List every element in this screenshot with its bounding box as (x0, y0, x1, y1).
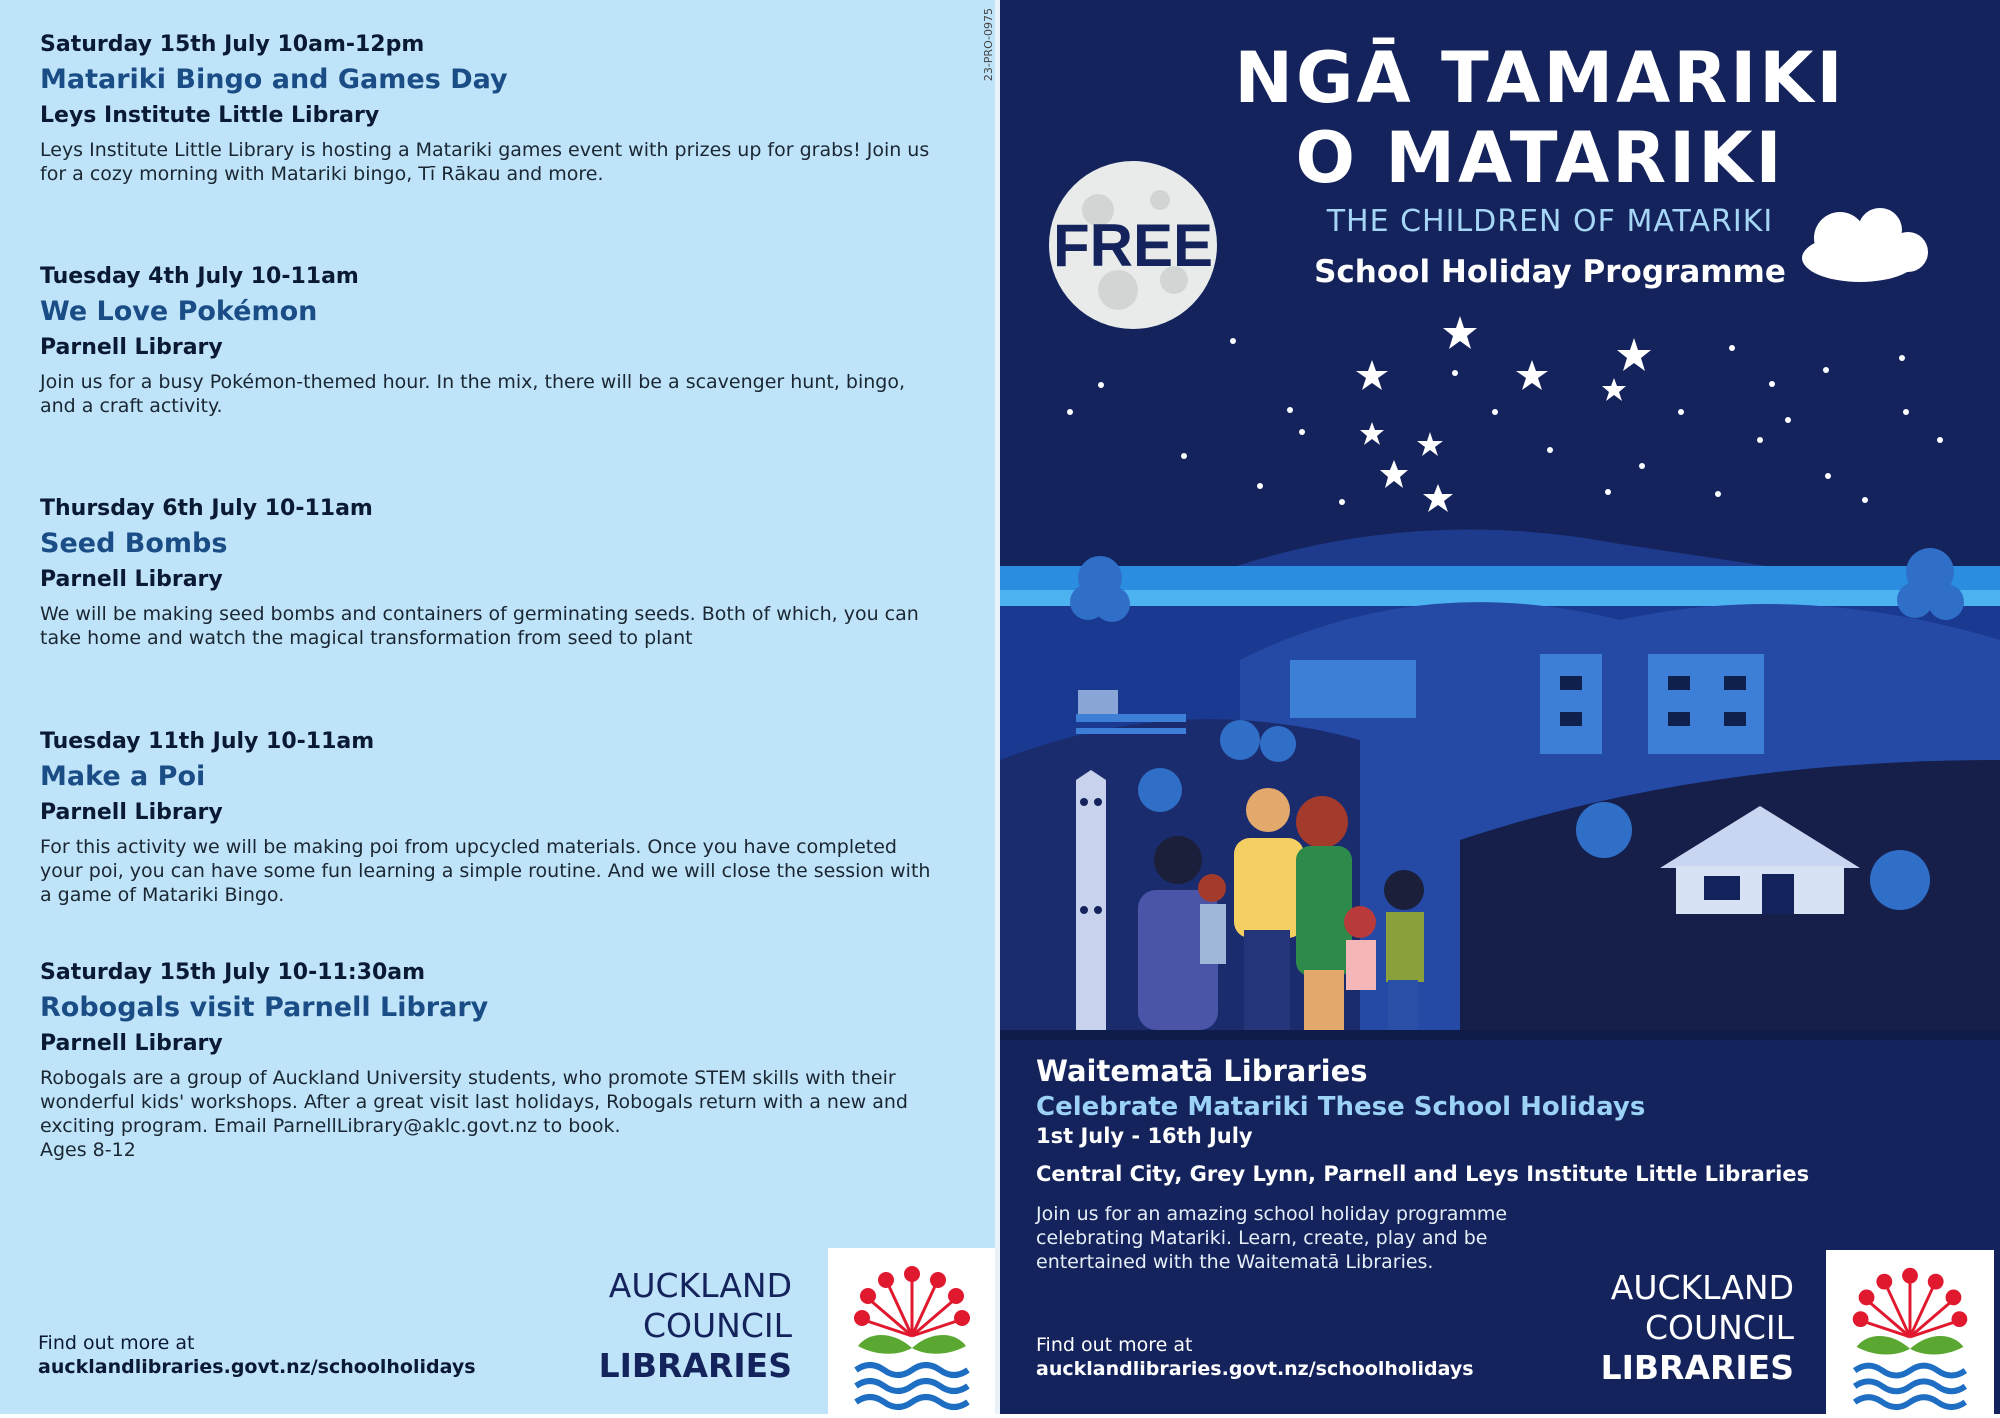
libraries-heading: Waitematā Libraries (1036, 1054, 1368, 1088)
print-code: 23-PRO-0975 (982, 8, 995, 82)
auckland-council-libraries-wordmark (560, 1266, 792, 1386)
programme-blurb: Join us for an amazing school holiday programme celebrating Matariki. Learn, create, play and be entertained with the Waitematā Libraries. (1036, 1203, 1508, 1273)
event-block (40, 958, 940, 1162)
programme-dates: 1st July - 16th July (1036, 1124, 1253, 1148)
event-title: Make a Poi (40, 761, 206, 792)
event-block (40, 262, 940, 418)
find-out-more (38, 1331, 476, 1379)
event-block (40, 30, 940, 186)
free-label: FREE (1052, 212, 1214, 279)
event-description (40, 602, 940, 650)
wordmark-line: LIBRARIES (598, 1346, 792, 1385)
right-page (982, 0, 2000, 1414)
event-description-text: Robogals are a group of Auckland University students, who promote STEM skills with their wonderful kids' workshops. After a great visit last holidays, Robogals return with a new and exciting program. Email ParnellLibrary@aklc.govt.nz to book. (40, 1067, 908, 1137)
event-description-text: We will be making seed bombs and containers of germinating seeds. Both of which, you can take home and watch the magical transformation from seed to plant (40, 603, 919, 649)
find-out-label: Find out more at (38, 1332, 195, 1354)
event-description (40, 1066, 940, 1162)
event-venue: Parnell Library (40, 1031, 223, 1056)
wordmark-line: AUCKLAND (608, 1266, 792, 1305)
find-out-more (1036, 1333, 1474, 1381)
event-description-text: For this activity we will be making poi from upcycled materials. Once you have completed your poi, you can have some fun learning a simple routine. And we will close the session with a game of Matariki Bingo. (40, 836, 931, 906)
title-line-1: NGĀ TAMARIKI (1234, 37, 1846, 119)
find-out-link[interactable]: aucklandlibraries.govt.nz/schoolholidays (38, 1356, 476, 1378)
pohutukawa-logo-icon (828, 1248, 996, 1414)
wordmark-line: AUCKLAND (1610, 1268, 1794, 1307)
find-out-link[interactable]: aucklandlibraries.govt.nz/schoolholidays (1036, 1358, 1474, 1380)
event-venue: Parnell Library (40, 800, 223, 825)
event-description (40, 835, 940, 907)
celebrate-heading: Celebrate Matariki These School Holidays (1036, 1092, 1646, 1122)
auckland-council-libraries-wordmark (1540, 1268, 1794, 1388)
event-description (40, 138, 940, 186)
star-icon (1067, 316, 1943, 512)
event-description-text: Leys Institute Little Library is hosting a Matariki games event with prizes up for grabs! Join us for a cozy morning with Matariki bingo, Tī Rākau and more. (40, 139, 930, 185)
event-title: Robogals visit Parnell Library (40, 992, 489, 1023)
event-title: We Love Pokémon (40, 296, 318, 327)
wordmark-line: LIBRARIES (1600, 1348, 1794, 1387)
wordmark-line: COUNCIL (642, 1306, 792, 1345)
title-line-2: O MATARIKI (1295, 117, 1785, 199)
event-venue: Parnell Library (40, 335, 223, 360)
event-title: Seed Bombs (40, 528, 228, 559)
programme-title: School Holiday Programme (1314, 254, 1786, 290)
event-description-text: Join us for a busy Pokémon-themed hour. In the mix, there will be a scavenger hunt, bingo, and a craft activity. (40, 371, 906, 417)
event-block (40, 727, 940, 907)
programme-venues: Central City, Grey Lynn, Parnell and Leys Institute Little Libraries (1036, 1162, 1810, 1186)
event-description (40, 370, 940, 418)
event-age-range: Ages 8-12 (40, 1139, 136, 1161)
event-title: Matariki Bingo and Games Day (40, 64, 508, 95)
event-date: Saturday 15th July 10am-12pm (40, 32, 425, 57)
event-date: Tuesday 4th July 10-11am (40, 264, 359, 289)
event-date: Thursday 6th July 10-11am (40, 496, 373, 521)
event-venue: Parnell Library (40, 567, 223, 592)
wordmark-line: COUNCIL (1644, 1308, 1794, 1347)
find-out-label: Find out more at (1036, 1334, 1193, 1356)
event-date: Tuesday 11th July 10-11am (40, 729, 375, 754)
event-venue: Leys Institute Little Library (40, 103, 380, 128)
left-page (0, 0, 995, 1414)
event-block (40, 494, 940, 650)
event-date: Saturday 15th July 10-11:30am (40, 960, 426, 985)
pohutukawa-logo-icon (1826, 1250, 1994, 1416)
subtitle: THE CHILDREN OF MATARIKI (1326, 204, 1774, 239)
